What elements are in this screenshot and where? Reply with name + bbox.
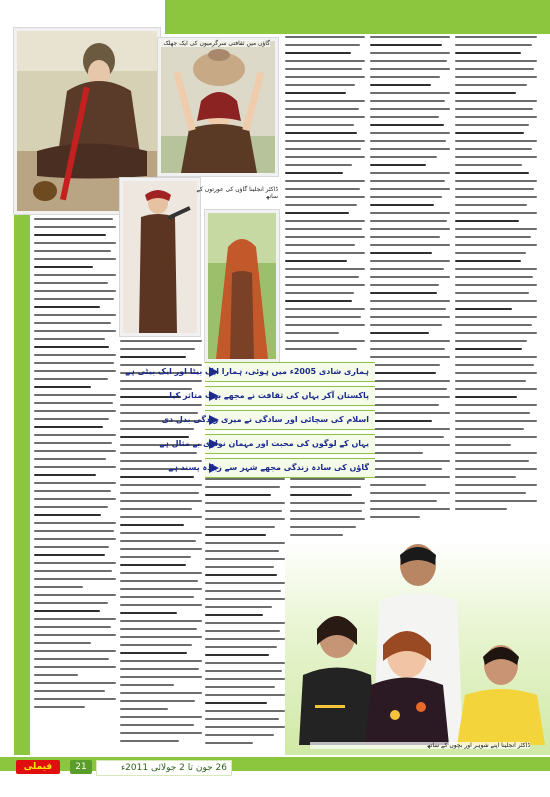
highlight-quote: پاکستان آکر یہاں کی ثقافت نے مجھے بہت متاثر کیا — [205, 386, 375, 406]
caption-top-middle: گاؤں میں ثقافتی سرگرمیوں کی ایک جھلک — [160, 40, 270, 47]
highlight-quote: گاؤں کی سادہ زندگی مجھے شہر سے زیادہ پسند ہے — [205, 458, 375, 478]
photo-water-pot — [158, 38, 278, 176]
text-column-right — [455, 36, 537, 541]
text-column-center-right — [370, 36, 450, 541]
text-column-center-left — [285, 36, 365, 356]
caption-family-photo: ڈاکٹر انجلینا اپنے شوہر اور بچوں کے ساتھ — [310, 742, 530, 749]
text-column-far-left — [34, 218, 116, 748]
page-number: 21 — [70, 760, 92, 774]
text-column-center-lower — [205, 478, 285, 753]
highlight-quotes — [125, 362, 375, 472]
highlight-quote: اسلام کی سچائی اور سادگی نے میری زندگی بدل دی — [205, 410, 375, 430]
left-green-band — [14, 215, 30, 755]
highlight-quote: یہاں کے لوگوں کی محبت اور مہمان نوازی بے مثال ہے — [205, 434, 375, 454]
magazine-logo: فیملی — [16, 760, 60, 774]
issue-date: 26 جون تا 2 جولائی 2011ء — [96, 760, 232, 776]
caption-middle: ڈاکٹر انجلینا گاؤں کی عورتوں کے ساتھ — [196, 186, 278, 200]
text-column-center-lower-2 — [290, 478, 365, 542]
top-green-band — [165, 0, 550, 34]
photo-gun — [120, 178, 200, 336]
text-column-left — [120, 340, 202, 748]
highlight-quote: ہماری شادی 2005ء میں ہوئی، ہمارا ایک بیٹا اور ایک بیٹی ہے — [205, 362, 375, 382]
photo-family — [285, 545, 550, 745]
photo-shawl — [205, 210, 279, 362]
